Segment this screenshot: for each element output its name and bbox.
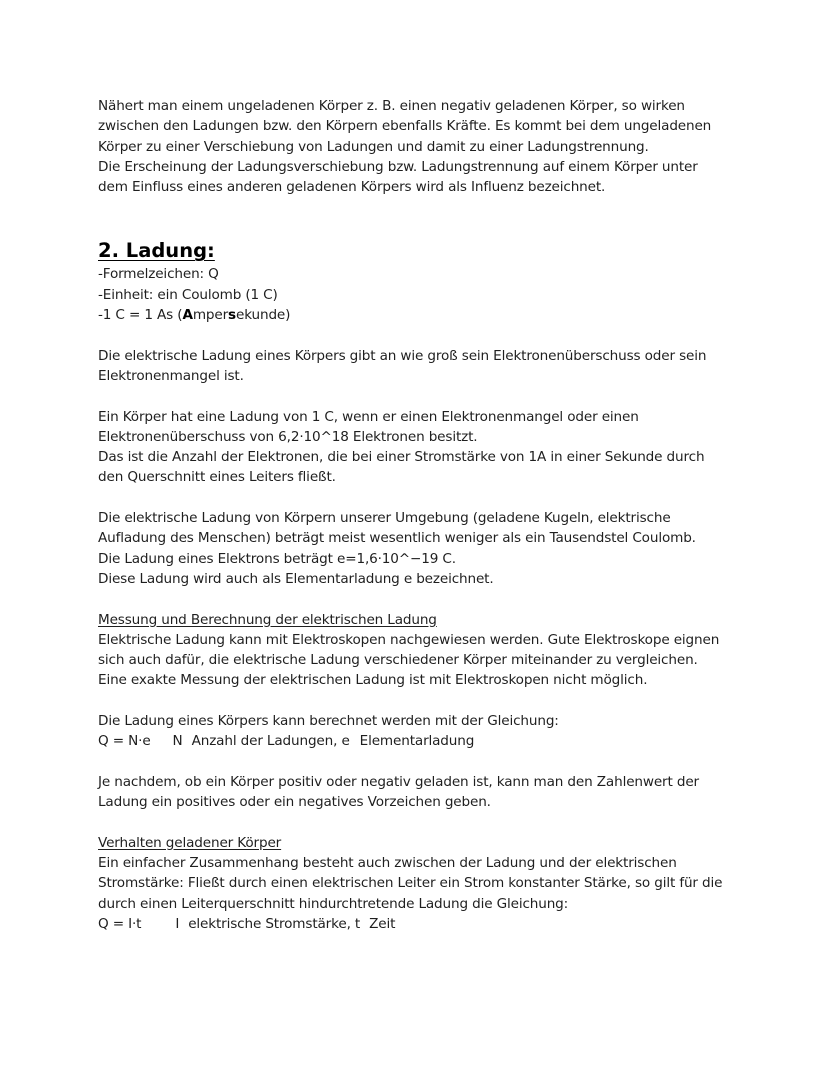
- text-line: Ein Körper hat eine Ladung von 1 C, wenn er einen Elektronenmangel oder einen: [98, 408, 639, 425]
- gleichung-intro: Die Ladung eines Körpers kann berechnet werden mit der Gleichung:: [98, 713, 559, 730]
- definition-bold-s: s: [228, 307, 236, 324]
- text-line: Eine exakte Messung der elektrischen Ladung ist mit Elektroskopen nicht möglich.: [98, 672, 648, 689]
- paragraph-vorzeichen: [98, 772, 748, 813]
- text-line: Elektronenüberschuss von 6,2·10^18 Elektronen besitzt.: [98, 428, 478, 445]
- text-line: Aufladung des Menschen) beträgt meist wesentlich weniger als ein Tausendstel Coulomb.: [98, 530, 696, 547]
- formula-e-description: Elementarladung: [359, 733, 475, 750]
- text-line: Elektrische Ladung kann mit Elektroskopen nachgewiesen werden. Gute Elektroskope eignen: [98, 631, 720, 648]
- text-line: Die Ladung eines Elektrons beträgt e=1,6·10^−19 C.: [98, 550, 456, 567]
- formula-n-symbol: N: [172, 733, 183, 750]
- formula-strom: [98, 914, 748, 934]
- text-line: sich auch dafür, die elektrische Ladung verschiedener Körper miteinander zu vergleichen.: [98, 652, 698, 669]
- text-line: Die elektrische Ladung eines Körpers gibt an wie groß sein Elektronenüberschuss oder sein: [98, 347, 707, 364]
- text-line: den Querschnitt eines Leiters fließt.: [98, 469, 336, 486]
- verhalten-section: [98, 833, 748, 934]
- definition-bold-a: A: [182, 307, 193, 324]
- definition-mper: mper: [192, 307, 229, 324]
- text-line: durch einen Leiterquerschnitt hindurchtretende Ladung die Gleichung:: [98, 895, 569, 912]
- text-line: Elektronenmangel ist.: [98, 367, 244, 384]
- text-line: Stromstärke: Fließt durch einen elektrischen Leiter ein Strom konstanter Stärke, so gilt für die: [98, 875, 723, 892]
- text-line: dem Einfluss eines anderen geladenen Körpers wird als Influenz bezeichnet.: [98, 179, 606, 196]
- intro-paragraph: [98, 96, 748, 197]
- section-heading: 2. Ladung:: [98, 239, 215, 263]
- formula-q-ne: Q = N·e: [98, 733, 151, 750]
- messung-section: [98, 610, 748, 691]
- text-line: Je nachdem, ob ein Körper positiv oder negativ geladen ist, kann man den Zahlenwert der: [98, 773, 699, 790]
- text-line: Diese Ladung wird auch als Elementarladung e bezeichnet.: [98, 570, 494, 587]
- formula-ladung: [98, 731, 748, 751]
- verhalten-subheading: Verhalten geladener Körper: [98, 834, 282, 851]
- text-line: zwischen den Ladungen bzw. den Körpern ebenfalls Kräfte. Es kommt bei dem ungeladenen: [98, 118, 712, 135]
- text-line: Das ist die Anzahl der Elektronen, die bei einer Stromstärke von 1A in einer Sekunde durch: [98, 449, 705, 466]
- paragraph-ladung-definition: [98, 346, 748, 387]
- text-line: Die Erscheinung der Ladungsverschiebung bzw. Ladungstrennung auf einem Körper unter: [98, 158, 698, 175]
- formula-t-description: Zeit: [369, 915, 396, 932]
- formula-n-description: Anzahl der Ladungen, e: [191, 733, 350, 750]
- definition-suffix: ekunde): [236, 307, 291, 324]
- definition-line: [98, 305, 748, 325]
- einheit-line: -Einheit: ein Coulomb (1 C): [98, 286, 278, 303]
- formelzeichen-line: -Formelzeichen: Q: [98, 266, 219, 283]
- paragraph-elementarladung: [98, 508, 748, 589]
- text-line: Die elektrische Ladung von Körpern unserer Umgebung (geladene Kugeln, elektrische: [98, 510, 671, 527]
- formula-q-it: Q = I·t: [98, 915, 142, 932]
- text-line: Körper zu einer Verschiebung von Ladungen und damit zu einer Ladungstrennung.: [98, 138, 649, 155]
- formula-i-description: elektrische Stromstärke, t: [188, 915, 361, 932]
- text-line: Ein einfacher Zusammenhang besteht auch zwischen der Ladung und der elektrischen: [98, 855, 677, 872]
- definition-prefix: -1 C = 1 As (: [98, 307, 183, 324]
- messung-subheading: Messung und Berechnung der elektrischen Ladung: [98, 611, 437, 628]
- document-page: [98, 96, 748, 934]
- paragraph-coulomb: [98, 407, 748, 488]
- text-line: Nähert man einem ungeladenen Körper z. B. einen negativ geladenen Körper, so wirken: [98, 98, 685, 114]
- text-line: Ladung ein positives oder ein negatives Vorzeichen geben.: [98, 794, 491, 811]
- formula-i-symbol: I: [175, 915, 180, 932]
